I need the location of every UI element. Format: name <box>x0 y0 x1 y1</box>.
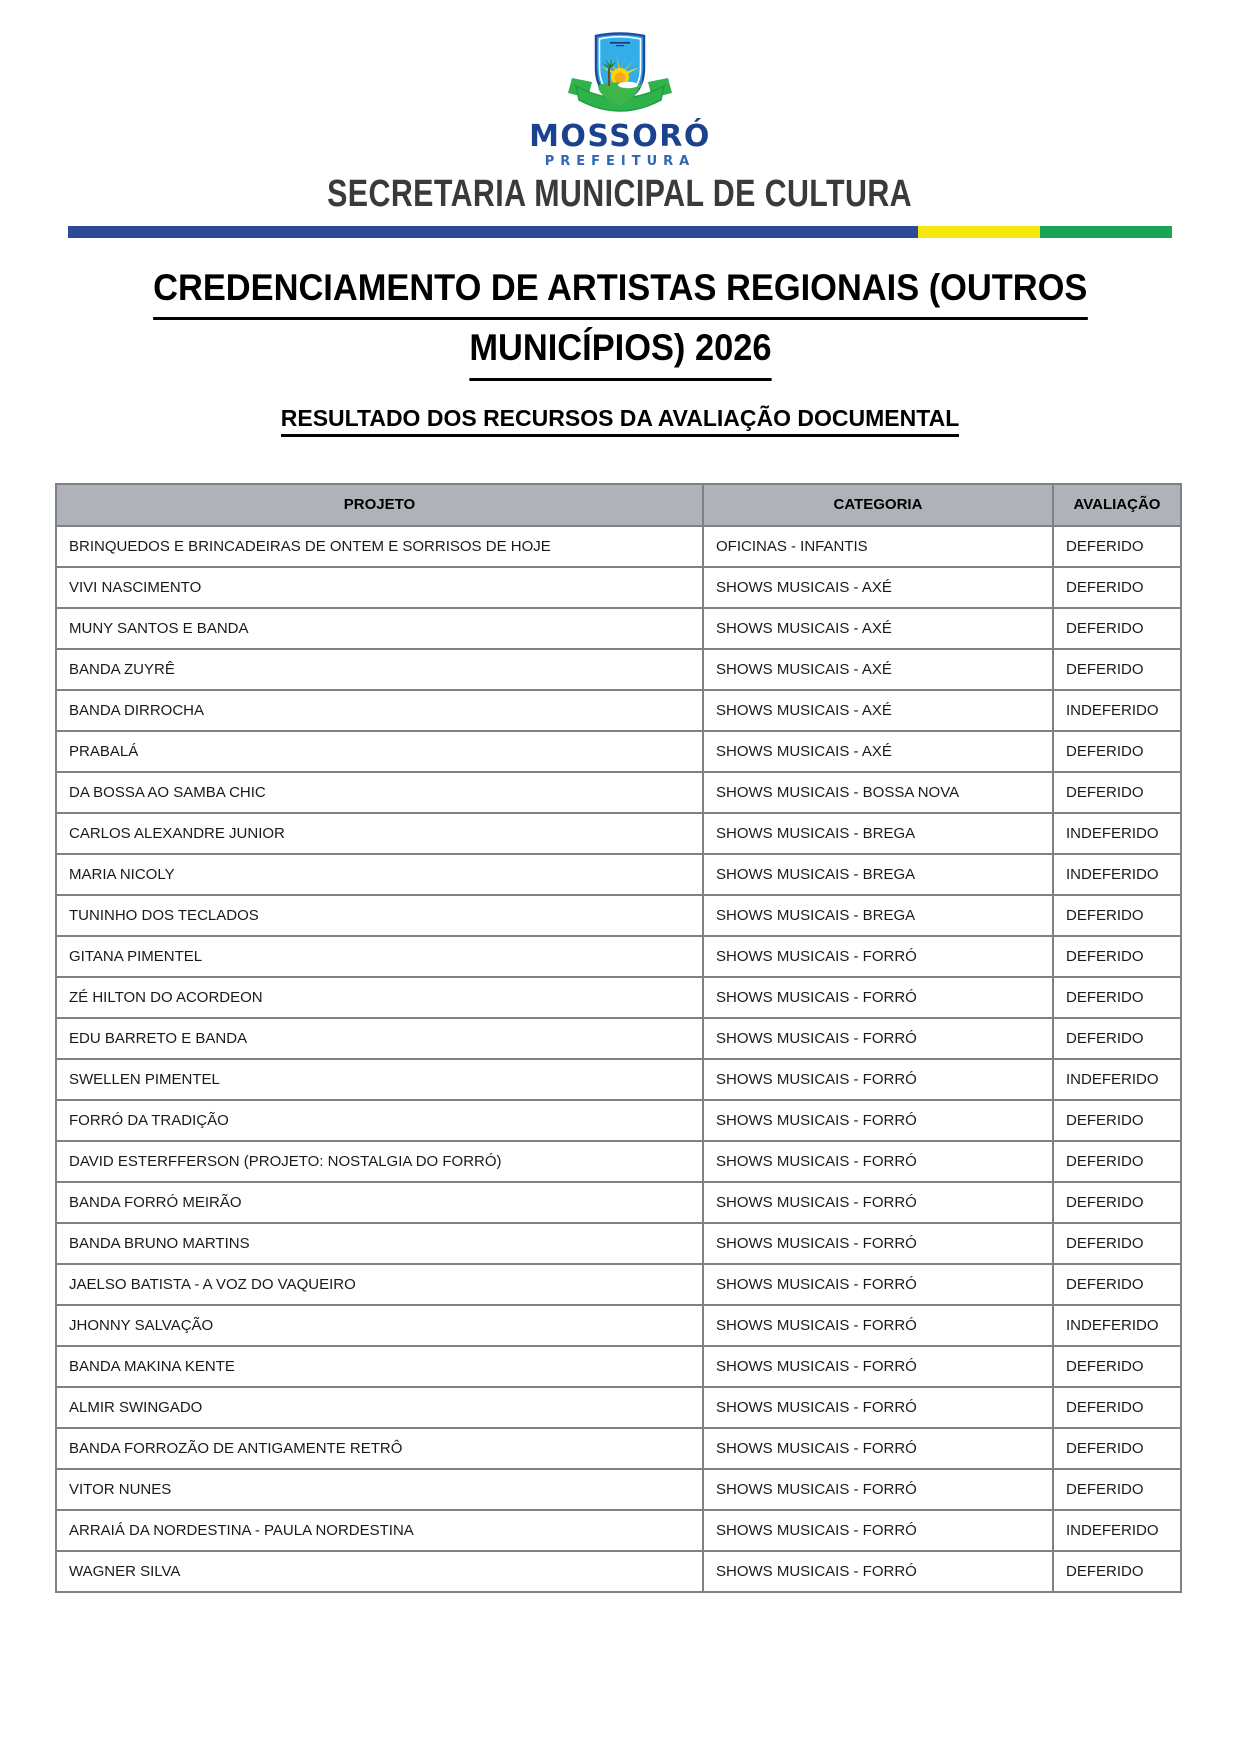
project-cell: BRINQUEDOS E BRINCADEIRAS DE ONTEM E SORRISOS DE HOJE <box>56 526 703 567</box>
evaluation-cell: DEFERIDO <box>1053 1387 1181 1428</box>
project-cell: PRABALÁ <box>56 731 703 772</box>
evaluation-cell: DEFERIDO <box>1053 731 1181 772</box>
table-row <box>56 1018 1181 1059</box>
category-cell: SHOWS MUSICAIS - FORRÓ <box>703 1428 1053 1469</box>
project-cell: EDU BARRETO E BANDA <box>56 1018 703 1059</box>
flag-stripe-blue <box>68 226 918 238</box>
category-cell: SHOWS MUSICAIS - FORRÓ <box>703 977 1053 1018</box>
evaluation-cell: DEFERIDO <box>1053 649 1181 690</box>
evaluation-cell: DEFERIDO <box>1053 772 1181 813</box>
category-cell: SHOWS MUSICAIS - FORRÓ <box>703 1100 1053 1141</box>
project-cell: GITANA PIMENTEL <box>56 936 703 977</box>
evaluation-cell: DEFERIDO <box>1053 567 1181 608</box>
project-cell: MUNY SANTOS E BANDA <box>56 608 703 649</box>
project-cell: DAVID ESTERFFERSON (PROJETO: NOSTALGIA DO FORRÓ) <box>56 1141 703 1182</box>
category-cell: SHOWS MUSICAIS - FORRÓ <box>703 1510 1053 1551</box>
city-crest-icon <box>558 30 682 116</box>
table-row <box>56 649 1181 690</box>
project-cell: VITOR NUNES <box>56 1469 703 1510</box>
project-cell: BANDA FORRÓ MEIRÃO <box>56 1182 703 1223</box>
category-cell: SHOWS MUSICAIS - BREGA <box>703 813 1053 854</box>
table-row <box>56 567 1181 608</box>
column-header-projeto: PROJETO <box>56 484 703 526</box>
table-row <box>56 1551 1181 1592</box>
project-cell: BANDA MAKINA KENTE <box>56 1346 703 1387</box>
evaluation-cell: DEFERIDO <box>1053 1428 1181 1469</box>
table-row <box>56 1305 1181 1346</box>
category-cell: SHOWS MUSICAIS - FORRÓ <box>703 1387 1053 1428</box>
project-cell: MARIA NICOLY <box>56 854 703 895</box>
column-header-avaliacao: AVALIAÇÃO <box>1053 484 1181 526</box>
project-cell: JAELSO BATISTA - A VOZ DO VAQUEIRO <box>56 1264 703 1305</box>
project-cell: ARRAIÁ DA NORDESTINA - PAULA NORDESTINA <box>56 1510 703 1551</box>
project-cell: TUNINHO DOS TECLADOS <box>56 895 703 936</box>
category-cell: SHOWS MUSICAIS - FORRÓ <box>703 936 1053 977</box>
flag-stripe-yellow <box>918 226 1039 238</box>
prefeitura-label: PREFEITURA <box>544 153 696 169</box>
category-cell: SHOWS MUSICAIS - FORRÓ <box>703 1264 1053 1305</box>
evaluation-cell: DEFERIDO <box>1053 526 1181 567</box>
table-row <box>56 813 1181 854</box>
document-subtitle-text: RESULTADO DOS RECURSOS DA AVALIAÇÃO DOCUMENTAL <box>281 405 960 437</box>
project-cell: BANDA BRUNO MARTINS <box>56 1223 703 1264</box>
evaluation-cell: DEFERIDO <box>1053 1100 1181 1141</box>
table-row <box>56 1059 1181 1100</box>
table-row <box>56 690 1181 731</box>
table-row <box>56 1469 1181 1510</box>
evaluation-cell: DEFERIDO <box>1053 1141 1181 1182</box>
table-row <box>56 526 1181 567</box>
project-cell: CARLOS ALEXANDRE JUNIOR <box>56 813 703 854</box>
evaluation-cell: INDEFERIDO <box>1053 854 1181 895</box>
project-cell: ALMIR SWINGADO <box>56 1387 703 1428</box>
evaluation-cell: DEFERIDO <box>1053 1346 1181 1387</box>
table-row <box>56 1346 1181 1387</box>
table-row <box>56 1141 1181 1182</box>
evaluation-cell: DEFERIDO <box>1053 608 1181 649</box>
category-cell: SHOWS MUSICAIS - FORRÓ <box>703 1141 1053 1182</box>
evaluation-cell: INDEFERIDO <box>1053 1059 1181 1100</box>
document-subtitle <box>0 405 1240 437</box>
results-table <box>55 483 1182 1593</box>
table-row <box>56 731 1181 772</box>
evaluation-cell: DEFERIDO <box>1053 1182 1181 1223</box>
table-row <box>56 772 1181 813</box>
project-cell: DA BOSSA AO SAMBA CHIC <box>56 772 703 813</box>
evaluation-cell: DEFERIDO <box>1053 936 1181 977</box>
flag-stripe-green <box>1040 226 1172 238</box>
category-cell: SHOWS MUSICAIS - FORRÓ <box>703 1551 1053 1592</box>
document-title-line2: MUNICÍPIOS) 2026 <box>469 320 771 381</box>
flag-stripe-bar <box>68 226 1172 238</box>
category-cell: SHOWS MUSICAIS - BREGA <box>703 854 1053 895</box>
table-row <box>56 1264 1181 1305</box>
category-cell: SHOWS MUSICAIS - FORRÓ <box>703 1018 1053 1059</box>
category-cell: SHOWS MUSICAIS - FORRÓ <box>703 1059 1053 1100</box>
table-row <box>56 1387 1181 1428</box>
document-title <box>0 260 1240 381</box>
category-cell: SHOWS MUSICAIS - AXÉ <box>703 731 1053 772</box>
evaluation-cell: DEFERIDO <box>1053 895 1181 936</box>
project-cell: WAGNER SILVA <box>56 1551 703 1592</box>
project-cell: SWELLEN PIMENTEL <box>56 1059 703 1100</box>
table-row <box>56 608 1181 649</box>
evaluation-cell: DEFERIDO <box>1053 1551 1181 1592</box>
project-cell: JHONNY SALVAÇÃO <box>56 1305 703 1346</box>
project-cell: BANDA DIRROCHA <box>56 690 703 731</box>
category-cell: SHOWS MUSICAIS - AXÉ <box>703 567 1053 608</box>
table-row <box>56 1182 1181 1223</box>
evaluation-cell: INDEFERIDO <box>1053 690 1181 731</box>
results-table-body <box>56 526 1181 1592</box>
city-wordmark: MOSSORÓ <box>529 119 711 154</box>
project-cell: BANDA ZUYRÊ <box>56 649 703 690</box>
document-title-line1: CREDENCIAMENTO DE ARTISTAS REGIONAIS (OUTROS <box>153 260 1087 321</box>
department-title-text: SECRETARIA MUNICIPAL DE CULTURA <box>327 172 913 215</box>
table-row <box>56 1428 1181 1469</box>
table-row <box>56 1223 1181 1264</box>
evaluation-cell: DEFERIDO <box>1053 1223 1181 1264</box>
project-cell: BANDA FORROZÃO DE ANTIGAMENTE RETRÔ <box>56 1428 703 1469</box>
table-row <box>56 1510 1181 1551</box>
category-cell: SHOWS MUSICAIS - FORRÓ <box>703 1305 1053 1346</box>
document-header <box>0 0 1240 238</box>
evaluation-cell: DEFERIDO <box>1053 977 1181 1018</box>
category-cell: SHOWS MUSICAIS - AXÉ <box>703 649 1053 690</box>
evaluation-cell: DEFERIDO <box>1053 1018 1181 1059</box>
table-row <box>56 1100 1181 1141</box>
table-row <box>56 895 1181 936</box>
table-header-row <box>56 484 1181 526</box>
evaluation-cell: INDEFERIDO <box>1053 1510 1181 1551</box>
category-cell: SHOWS MUSICAIS - BOSSA NOVA <box>703 772 1053 813</box>
column-header-categoria: CATEGORIA <box>703 484 1053 526</box>
table-row <box>56 936 1181 977</box>
category-cell: SHOWS MUSICAIS - FORRÓ <box>703 1182 1053 1223</box>
category-cell: SHOWS MUSICAIS - AXÉ <box>703 608 1053 649</box>
category-cell: SHOWS MUSICAIS - AXÉ <box>703 690 1053 731</box>
category-cell: OFICINAS - INFANTIS <box>703 526 1053 567</box>
project-cell: VIVI NASCIMENTO <box>56 567 703 608</box>
category-cell: SHOWS MUSICAIS - FORRÓ <box>703 1469 1053 1510</box>
table-row <box>56 854 1181 895</box>
category-cell: SHOWS MUSICAIS - FORRÓ <box>703 1346 1053 1387</box>
evaluation-cell: INDEFERIDO <box>1053 813 1181 854</box>
category-cell: SHOWS MUSICAIS - FORRÓ <box>703 1223 1053 1264</box>
evaluation-cell: DEFERIDO <box>1053 1264 1181 1305</box>
table-row <box>56 977 1181 1018</box>
department-title <box>0 172 1240 215</box>
evaluation-cell: DEFERIDO <box>1053 1469 1181 1510</box>
project-cell: FORRÓ DA TRADIÇÃO <box>56 1100 703 1141</box>
evaluation-cell: INDEFERIDO <box>1053 1305 1181 1346</box>
category-cell: SHOWS MUSICAIS - BREGA <box>703 895 1053 936</box>
project-cell: ZÉ HILTON DO ACORDEON <box>56 977 703 1018</box>
